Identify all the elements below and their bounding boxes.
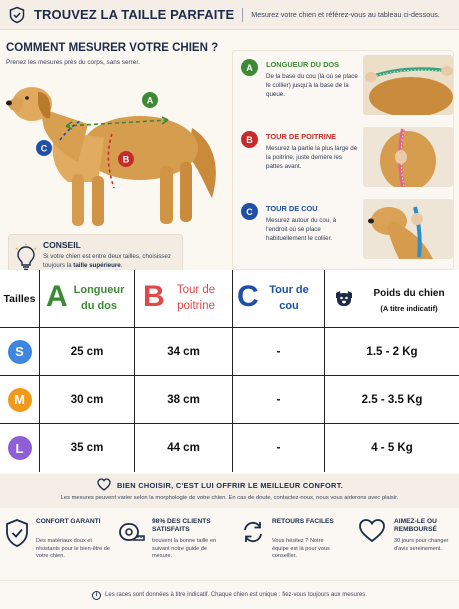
feature-refund-title: AIMEZ-LE OU REMBOURSÉ [394, 518, 437, 533]
feature-refund [358, 514, 458, 576]
how-to-subtitle: Prenez les mesures près du corps, sans serrer. [6, 59, 140, 66]
info-icon: i [92, 591, 101, 600]
size-table [0, 270, 459, 473]
conseil-title: CONSEIL [43, 240, 81, 250]
cell-neck: - [233, 376, 325, 423]
feature-satisfaction-title: 98% DES CLIENTS SATISFAITS [152, 518, 211, 533]
shield-check-icon [8, 6, 26, 24]
feature-comfort [4, 514, 112, 576]
shield-check-icon [4, 518, 30, 548]
heart-icon [97, 478, 111, 491]
page-header [0, 0, 459, 30]
step-badge-a: A [241, 59, 258, 76]
cell-back-length: 35 cm [40, 424, 135, 472]
lightbulb-icon [14, 243, 38, 273]
step-badge-b: B [241, 131, 258, 148]
confidence-banner [0, 474, 459, 508]
cell-weight: 1.5 - 2 Kg [366, 345, 418, 358]
size-badge-l: L [8, 436, 32, 460]
header-letter-a: A [46, 280, 68, 313]
header-letter-c: C [237, 280, 259, 313]
dog-face-icon [333, 288, 355, 310]
header-back-length [40, 270, 135, 327]
feature-returns-text: Vous hésitez ? Notre équipe est là pour vous conseiller. [272, 538, 330, 560]
feature-satisfaction-text: trouvent la bonne taille en suivant notre guide de mesure. [152, 538, 217, 560]
feature-returns [240, 514, 346, 576]
header-neck [233, 270, 325, 327]
footer-note: Les races sont données à titre indicatif. Chaque chien est unique : fiez-vous toujours aux mesures. [105, 592, 367, 598]
step-title-chest: TOUR DE POITRINE [266, 132, 337, 141]
feature-comfort-text: Des matériaux doux et résistants pour le bien-être de votre chien. [36, 538, 111, 560]
header-divider [242, 8, 243, 22]
size-badge-m: M [8, 388, 32, 412]
step-text-neck: Mesurez autour du cou, à l'endroit où se place habituellement le collier. [266, 217, 337, 242]
conseil-highlight: taille supérieure [73, 261, 121, 269]
features-row [0, 508, 459, 580]
cell-chest: 34 cm [135, 328, 233, 375]
dog-label-c: C [40, 143, 48, 154]
feature-refund-text: 30 jours pour changer d'avis sereinement. [394, 538, 449, 552]
page-title: TROUVEZ LA TAILLE PARFAITE [34, 7, 235, 22]
table-row [0, 376, 459, 424]
cell-weight: 2.5 - 3.5 Kg [361, 393, 423, 406]
chest-photo [363, 127, 453, 187]
measure-steps-panel [232, 50, 454, 270]
cell-neck: - [233, 424, 325, 472]
how-to-title: COMMENT MESURER VOTRE CHIEN ? [6, 42, 219, 54]
how-to-measure-section [0, 30, 230, 270]
banner-subtitle: Les mesures peuvent varier selon la morphologie de votre chien. En cas de doute, contactez-nous, nous vous aiderons avec plaisir. [60, 495, 399, 501]
size-badge-s: S [8, 340, 32, 364]
cell-chest: 38 cm [135, 376, 233, 423]
step-text-back-length: De la base du cou (là où se place le collier) jusqu'à la base de la queue. [266, 73, 358, 98]
banner-title: BIEN CHOISIR, C'EST LUI OFFRIR LE MEILLEUR CONFORT. [117, 481, 344, 490]
footer-note-bar [0, 580, 459, 609]
header-label-weight: Poids du chien [373, 288, 445, 299]
cell-weight: 4 - 5 Kg [371, 442, 413, 454]
header-weight [325, 270, 459, 327]
header-chest [135, 270, 233, 327]
header-label-neck: Tour de cou [269, 284, 309, 312]
back-length-photo [363, 55, 453, 115]
neck-photo [363, 199, 453, 259]
header-sizes: Tailles [0, 270, 40, 327]
feature-returns-title: RETOURS FACILES [272, 518, 334, 525]
dog-illustration [0, 70, 230, 235]
header-label-chest: Tour de poitrine [176, 284, 216, 312]
cell-chest: 44 cm [135, 424, 233, 472]
cell-neck: - [233, 328, 325, 375]
step-neck [233, 195, 455, 265]
cell-back-length: 30 cm [40, 376, 135, 423]
dog-label-b: B [122, 154, 130, 165]
header-letter-b: B [143, 280, 165, 313]
return-arrows-icon [240, 518, 266, 546]
step-title-back-length: LONGUEUR DU DOS [266, 60, 340, 69]
table-row [0, 328, 459, 376]
step-text-chest: Mesurez la partie la plus large de la poitrine, juste derrière les pattes avant. [266, 145, 358, 170]
cell-back-length: 25 cm [40, 328, 135, 375]
feature-comfort-title: CONFORT GARANTI [36, 518, 101, 525]
step-badge-c: C [241, 203, 258, 220]
feature-satisfaction [118, 514, 230, 576]
dog-label-a: A [146, 95, 154, 106]
step-title-neck: TOUR DE COU [266, 204, 318, 213]
conseil-text: Si votre chien est entre deux tailles, choisissez toujours la taille supérieure. [43, 253, 171, 269]
step-back-length [233, 51, 455, 121]
table-row [0, 424, 459, 472]
tape-measure-icon [118, 518, 146, 546]
table-header-row [0, 270, 459, 328]
header-weight-note: (A titre indicatif) [380, 304, 438, 313]
step-chest [233, 123, 455, 193]
page-subtitle: Mesurez votre chien et référez-vous au tableau ci-dessous. [251, 10, 440, 19]
heart-icon [358, 518, 386, 544]
header-label-back-length: Longueur du dos [73, 284, 125, 312]
